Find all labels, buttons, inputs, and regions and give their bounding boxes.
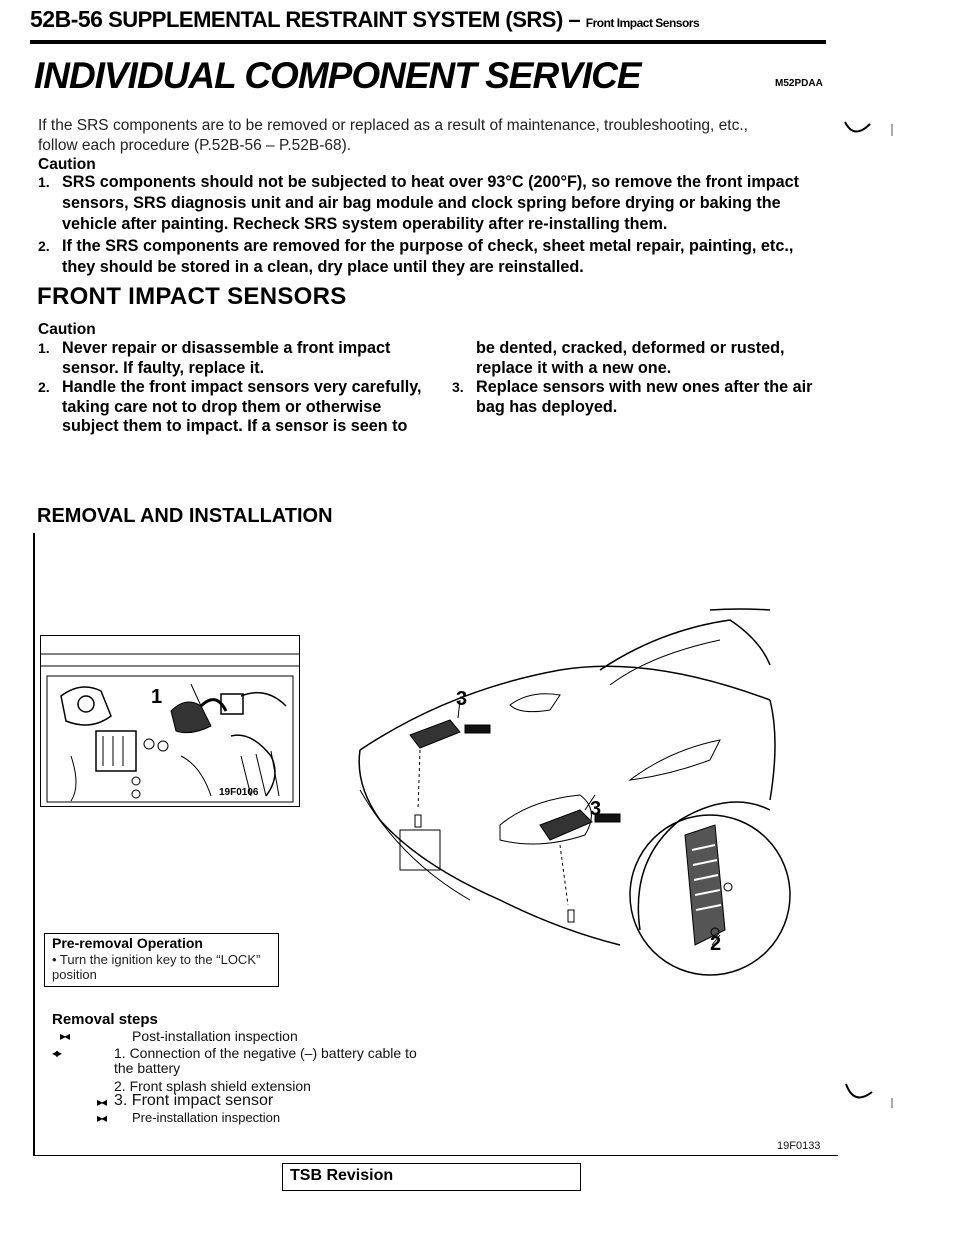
step-2-text: 1. Connection of the negative (–) battery cable to the battery [114, 1045, 417, 1076]
header-rule [30, 40, 826, 44]
front-caution-item-3 [452, 378, 830, 417]
front-impact-sensors-title: FRONT IMPACT SENSORS [37, 283, 347, 310]
caution-item-1-number: 1. [38, 174, 50, 190]
section-title: INDIVIDUAL COMPONENT SERVICE [34, 55, 641, 96]
removal-steps-label: Removal steps [52, 1011, 158, 1028]
pre-removal-title: Pre-removal Operation [52, 935, 203, 951]
front-caution-right-column [452, 339, 830, 417]
front-caution-left-column [38, 339, 423, 437]
tsb-revision-label: TSB Revision [290, 1167, 394, 1184]
step-5-text: Pre-installation inspection [132, 1110, 281, 1125]
front-caution-item-3-text: Replace sensors with new ones after the air bag has deployed. [476, 378, 813, 416]
engine-bay-drawing [41, 636, 299, 806]
photo-code: 19F0106 [219, 787, 259, 798]
intro-paragraph [38, 116, 828, 156]
step-3-text: 2. Front splash shield extension [114, 1078, 311, 1094]
callout-3-hood-sensor: 3 [456, 688, 468, 710]
removal-installation-title: REMOVAL AND INSTALLATION [37, 505, 333, 527]
caution-item-2-text: If the SRS components are removed for the purpose of check, sheet metal repair, painting, etc., they should be stored in a clean, dry place until they are reinstalled. [62, 237, 794, 276]
step-mark-2: ◂▸ [52, 1046, 61, 1060]
caution-item-1-text: SRS components should not be subjected to heat over 93°C (200°F), so remove the front impact sensors, SRS diagnosis unit and air bag module and clock spring before drying or baking the vehicle after painting. Recheck SRS system operability after re-installing them. [62, 173, 800, 233]
figure-frame-bottom [33, 1155, 838, 1156]
front-caution-item-2-number: 2. [38, 379, 50, 395]
margin-mark-top [840, 118, 900, 158]
step-4-text: 3. Front impact sensor [114, 1092, 274, 1109]
manual-subsection-title: Front Impact Sensors [585, 16, 700, 30]
step-1-text: Post-installation inspection [132, 1028, 298, 1044]
margin-mark-bottom [840, 1080, 900, 1120]
front-caution-item-2 [38, 378, 423, 437]
intro-line-1: If the SRS components are to be removed or replaced as a result of maintenance, troubleshooting, etc., [38, 117, 748, 134]
step-mark-1: ▸◂ [60, 1029, 69, 1043]
page-code: 52B-56 [30, 6, 103, 32]
front-caution-item-1 [38, 339, 423, 378]
step-mark-4: ▸◂ [97, 1095, 106, 1109]
callout-3-front-sensor: 3 [590, 798, 602, 820]
front-caution-item-1-text: Never repair or disassemble a front impact sensor. If faulty, replace it. [62, 339, 391, 377]
front-caution-label: Caution [38, 321, 96, 338]
manual-section-title: SUPPLEMENTAL RESTRAINT SYSTEM (SRS) – [108, 7, 581, 32]
pre-removal-text: • Turn the ignition key to the “LOCK” position [52, 952, 261, 982]
front-caution-item-3-number: 3. [452, 379, 464, 395]
car-front-illustration [300, 600, 830, 980]
page-header [30, 6, 699, 33]
intro-line-2: follow each procedure (P.52B-56 – P.52B-68). [38, 137, 352, 154]
front-caution-item-1-number: 1. [38, 340, 50, 356]
caution-item-2-number: 2. [38, 238, 50, 254]
front-caution-item-2-text: Handle the front impact sensors very carefully, taking care not to drop them or otherwise subject them to impact. If a sensor is seen to [62, 378, 422, 435]
caution-list [38, 172, 828, 279]
figure-frame-left [33, 533, 35, 1155]
caution-item-2 [38, 236, 828, 278]
figure-code: 19F0133 [777, 1140, 821, 1152]
caution-item-1 [38, 172, 828, 235]
front-caution-item-2-continued: be dented, cracked, deformed or rusted, replace it with a new one. [476, 339, 785, 377]
step-mark-5: ▸◂ [97, 1111, 106, 1125]
caution-label: Caution [38, 156, 96, 173]
section-code: M52PDAA [775, 78, 823, 89]
callout-2-splash-shield: 2 [710, 933, 722, 955]
callout-1: 1 [151, 686, 163, 708]
engine-bay-illustration [40, 635, 300, 807]
